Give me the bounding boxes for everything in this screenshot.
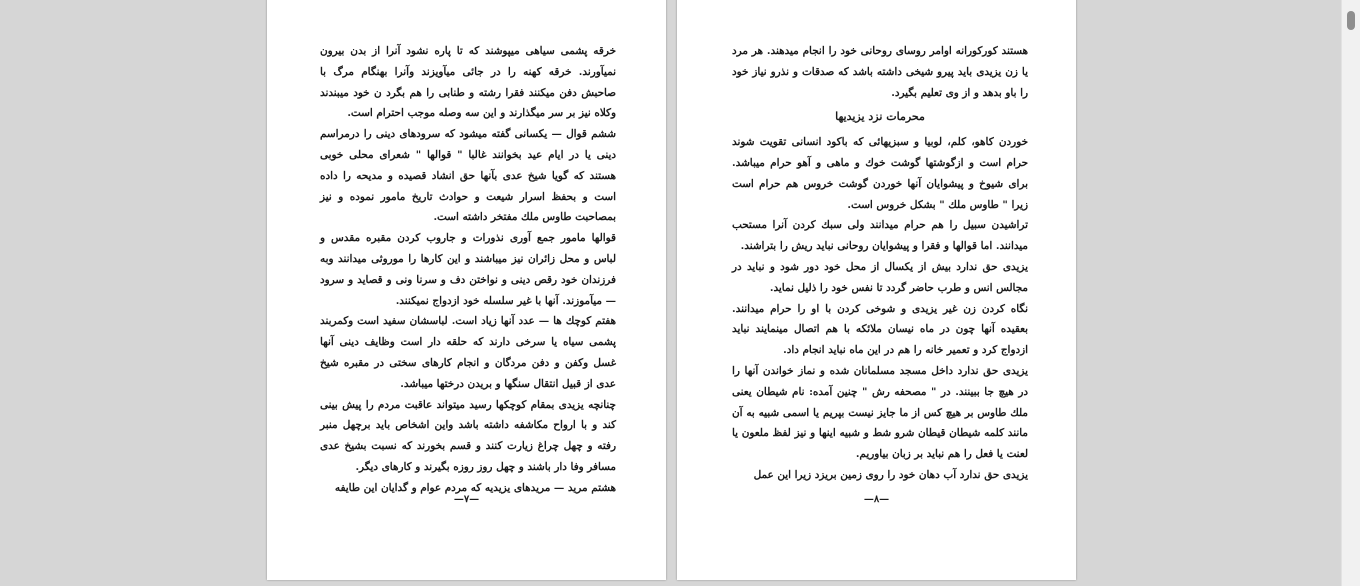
paragraph: هستند کورکورانه اوامر روسای روحانی خود را انجام میدهند. هر مرد یا زن یزیدی باید پیرو شیخی داشته باشد که صدقات و نذرو نیاز خود را باو بدهد و از وی تعلیم بگیرد. [732,45,1028,99]
page-7 [267,0,666,580]
page-8 [677,0,1076,580]
vertical-scrollbar[interactable] [1341,0,1360,586]
paragraph: خوردن کاهو، کلم، لوبیا و سبزیهائی که باکود انسانی تقویت شوند حرام است و ازگوشتها گوشت خوك و ماهی و آهو حرام میباشد. برای شیوخ و پیشوایان آنها خوردن گوشت خروس هم حرام است زیرا " طاوس ملك " بشکل خروس است. [732,136,1028,211]
section-heading: محرمات نزد یزیدیها [835,110,925,124]
paragraph: هفتم کوچك ها — عدد آنها زیاد است. لباسشان سفید است وکمربند پشمی سیاه یا سرخی دارند که حلقه دار است وظایف دینی آنها غسل وکفن و دفن مردگان و انجام کارهای سختی در مقبره شیخ عدی از قبیل انتقال سنگها و بریدن درختها میباشد. [320,315,616,390]
paragraph: ششم قوال — یکسانی گفته میشود که سرودهای دینی را درمراسم دینی یا در ایام عید بخوانند غالبا " قوالها " شعرای محلی خوبی هستند که گویا شیخ عدی بآنها حق انشاد قصیده و مدیحه را داده است و بحفظ اسرار شیعت و حوادث تاریخ مامور نموده و نیز بمصاحبت طاوس ملك مفتخر داشته است. [320,128,616,224]
page-8-text [732,41,1028,486]
paragraph: چنانچه یزیدی بمقام کوچکها رسید میتواند عاقبت مردم را پیش بینی کند و با ارواح مکاشفه داشته باشد واین اشخاص باید برچهل منبر رفته و چهل چراغ زیارت کنند و قسم بخورند که نسبت بشیخ عدی مسافر وفا دار باشند و چهل روز روزه بگیرند و کارهای دیگر. [320,398,616,473]
paragraph: نگاه کردن زن غیر یزیدی و شوخی کردن با او را حرام میدانند. بعقیده آنها چون در ماه نیسان ملائکه با هم اتصال مینمایند نباید ازدواج کرد و تعمیر خانه را هم در این ماه نباید انجام داد. [732,302,1028,357]
paragraph: یزیدی حق ندارد آب دهان خود را روی زمین بریزد زیرا این عمل [753,468,1028,481]
paragraph: یزیدی حق ندارد داخل مسجد مسلمانان شده و نماز خواندن آنها را در هیچ جا ببینند. در " مصحفه رش " چنین آمده: نام شیطان یعنی ملك طاوس بر هیچ کس از ما جایز نیست بپریم یا اسمی شبیه به آن مانند کلمه شیطان قیطان شرو شط و شبیه اینها و نیز لفظ ملعون یا لعنت یا فعل را هم نباید بر زبان بیاوریم. [732,364,1028,461]
paragraph: خرقه پشمی سیاهی میپوشند که تا پاره نشود آنرا از بدن بیرون نمیآورند. خرقه کهنه را در جائی میآویزند وآنرا بهنگام مرگ با صاحبش دفن میکنند فقرا رشته و طنابی را هم بگرد ن خود میبندند وکلاه نیز بر سر میگذارند و این سه وصله موجب احترام است. [320,45,616,120]
paragraph: تراشیدن سبیل را هم حرام میدانند ولی سبك کردن آنرا مستحب میدانند. اما قوالها و فقرا و پیشوایان روحانی نباید ریش را بتراشند. [732,219,1028,253]
page-number: —۸— [863,494,890,505]
paragraph: هشتم مرید — مریدهای یزیدیه که مردم عوام و گدایان این طایفه [334,481,616,494]
paragraph: قوالها مامور جمع آوری نذورات و جاروب کردن مقبره مقدس و لباس و محل زائران نیز میباشند و این کارها را موروثی میدانند وبه فرزندان خود رقص دینی و نواختن دف و سرنا ونی و قصاید و سرود — میآموزند. آنها با غیر سلسله خود ازدواج نمیکنند. [320,232,616,307]
page-7-text [320,41,616,499]
paragraph: یزیدی حق ندارد بیش از یکسال از محل خود دور شود و نباید در مجالس انس و طرب حاضر گردد تا نفس خود را ذلیل نماید. [732,260,1028,294]
page-number: —۷— [453,494,480,505]
scrollbar-thumb[interactable] [1347,11,1355,30]
